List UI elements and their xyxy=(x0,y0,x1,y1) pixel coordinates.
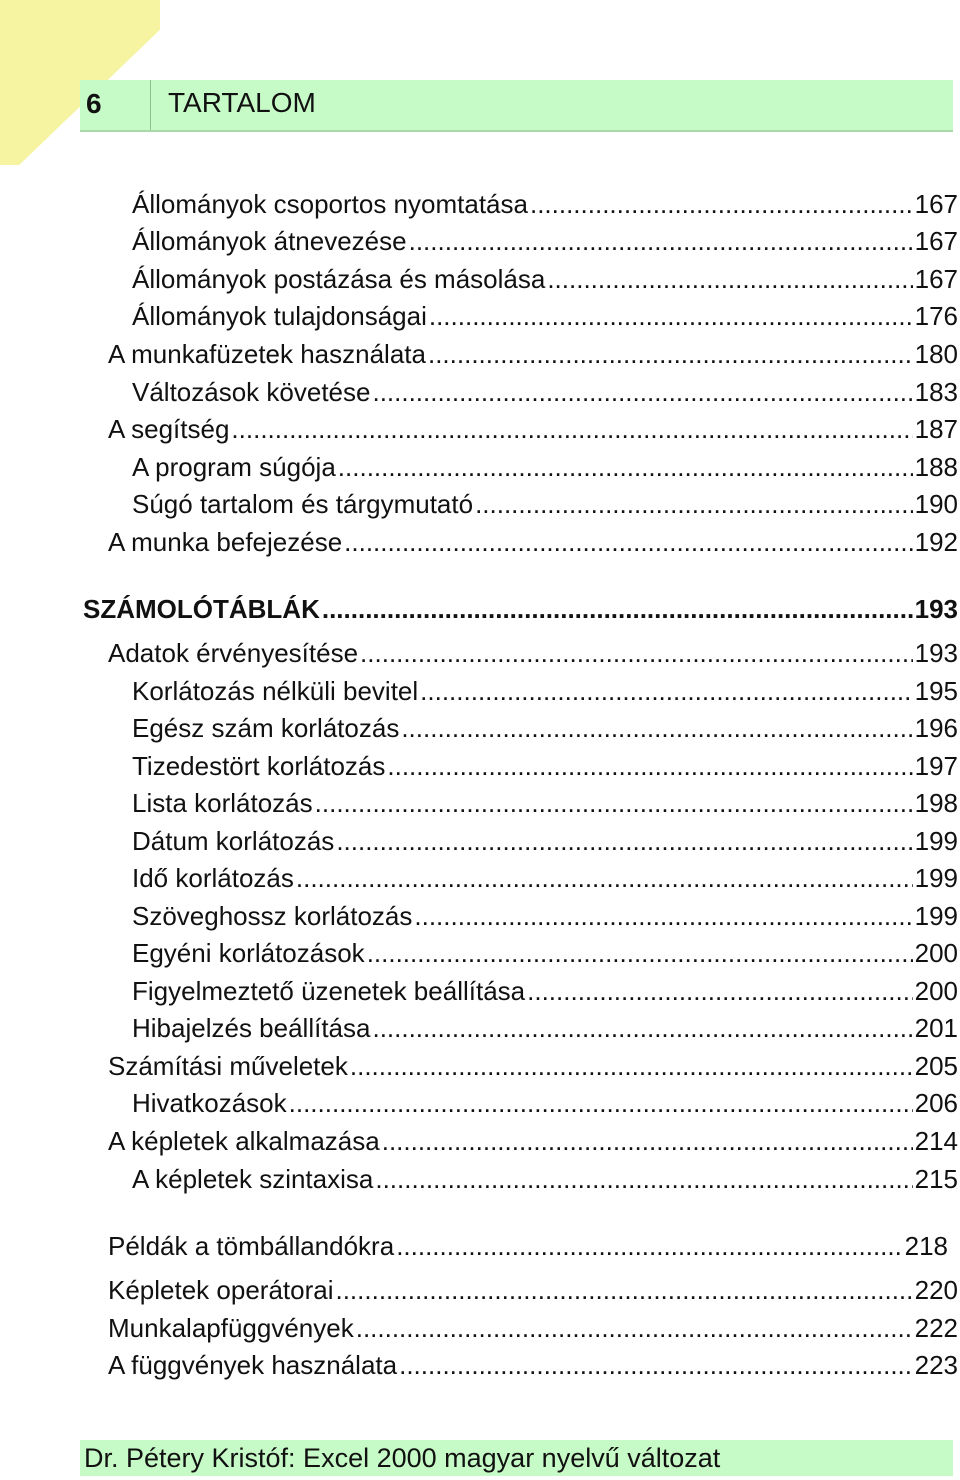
toc-entry-page: 222 xyxy=(914,1313,958,1343)
toc-leader-dots xyxy=(350,1048,913,1084)
toc-entry-title: Dátum korlátozás xyxy=(132,826,335,856)
toc-entry-title: Korlátozás nélküli bevitel xyxy=(132,676,419,706)
toc-entry[interactable] xyxy=(108,1048,958,1084)
toc-entry[interactable] xyxy=(132,710,958,746)
toc-entry-page: 198 xyxy=(914,788,958,818)
toc-entry-title: Lista korlátozás xyxy=(132,788,313,818)
toc-entry-title: Egész szám korlátozás xyxy=(132,713,400,743)
toc-entry-page: 195 xyxy=(914,676,958,706)
toc-leader-dots xyxy=(401,710,912,746)
toc-entry-page: 193 xyxy=(914,594,958,624)
toc-leader-dots xyxy=(336,823,912,859)
toc-entry-title: Egyéni korlátozások xyxy=(132,938,365,968)
toc-leader-dots xyxy=(414,898,912,934)
toc-entry-title: Példák a tömbállandókra xyxy=(108,1231,395,1261)
toc-leader-dots xyxy=(315,785,913,821)
toc-leader-dots xyxy=(356,1310,913,1346)
toc-entry-title: Állományok tulajdonságai xyxy=(132,301,427,331)
toc-entry-title: Állományok átnevezése xyxy=(132,226,407,256)
toc-entry[interactable] xyxy=(108,524,958,560)
toc-leader-dots xyxy=(530,186,913,222)
header-divider xyxy=(150,80,151,130)
toc-entry[interactable] xyxy=(132,748,958,784)
toc-leader-dots xyxy=(375,1161,912,1197)
toc-entry-title: Változások követése xyxy=(132,377,371,407)
toc-leader-dots xyxy=(527,973,912,1009)
toc-leader-dots xyxy=(547,261,912,297)
toc-entry-page: 199 xyxy=(914,826,958,856)
toc-entry[interactable] xyxy=(132,1161,958,1197)
toc-entry-title: Idő korlátozás xyxy=(132,863,294,893)
footer-text: Dr. Pétery Kristóf: Excel 2000 magyar nyelvű változat xyxy=(84,1443,721,1473)
toc-entry-page: 200 xyxy=(914,976,958,1006)
toc-entry-title: A képletek alkalmazása xyxy=(108,1126,380,1156)
toc-entry[interactable] xyxy=(108,1228,948,1264)
toc-entry-title: Tizedestört korlátozás xyxy=(132,751,386,781)
toc-entry-page: 201 xyxy=(914,1013,958,1043)
page-header xyxy=(80,80,953,132)
toc-entry-title: A program súgója xyxy=(132,452,336,482)
toc-leader-dots xyxy=(372,1010,912,1046)
toc-entry-page: 190 xyxy=(914,489,958,519)
toc-entry-page: 167 xyxy=(914,226,958,256)
toc-entry-page: 218 xyxy=(904,1231,948,1261)
toc-entry-title: Hivatkozások xyxy=(132,1088,287,1118)
toc-leader-dots xyxy=(420,673,912,709)
toc-entry[interactable] xyxy=(132,935,958,971)
toc-entry[interactable] xyxy=(132,298,958,334)
toc-entry-page: 196 xyxy=(914,713,958,743)
toc-entry-page: 205 xyxy=(914,1051,958,1081)
toc-entry-page: 206 xyxy=(914,1088,958,1118)
toc-entry[interactable] xyxy=(83,591,958,627)
toc-entry-page: 193 xyxy=(914,638,958,668)
toc-entry-title: A segítség xyxy=(108,414,230,444)
toc-leader-dots xyxy=(338,449,913,485)
toc-entry-page: 192 xyxy=(914,527,958,557)
toc-entry-title: Hibajelzés beállítása xyxy=(132,1013,371,1043)
toc-leader-dots xyxy=(429,298,913,334)
page-footer xyxy=(80,1440,953,1476)
toc-entry[interactable] xyxy=(108,411,958,447)
toc-entry-title: Adatok érvényesítése xyxy=(108,638,359,668)
toc-entry-title: Állományok csoportos nyomtatása xyxy=(132,189,528,219)
toc-entry[interactable] xyxy=(132,449,958,485)
toc-entry[interactable] xyxy=(108,1272,958,1308)
toc-entry[interactable] xyxy=(108,336,958,372)
toc-entry[interactable] xyxy=(132,374,958,410)
toc-entry-title: A képletek szintaxisa xyxy=(132,1164,374,1194)
toc-entry-title: Munkalapfüggvények xyxy=(108,1313,354,1343)
toc-entry-title: A munka befejezése xyxy=(108,527,343,557)
toc-entry-title: Szöveghossz korlátozás xyxy=(132,901,413,931)
toc-entry-title: Képletek operátorai xyxy=(108,1275,334,1305)
toc-entry-title: SZÁMOLÓTÁBLÁK xyxy=(83,594,320,624)
toc-leader-dots xyxy=(409,223,913,259)
toc-entry-page: 167 xyxy=(914,264,958,294)
toc-leader-dots xyxy=(231,411,912,447)
toc-entry-title: A függvények használata xyxy=(108,1350,398,1380)
toc-entry[interactable] xyxy=(108,1347,958,1383)
toc-leader-dots xyxy=(382,1123,913,1159)
toc-entry-page: 176 xyxy=(914,301,958,331)
toc-entry-page: 167 xyxy=(914,189,958,219)
toc-entry[interactable] xyxy=(108,1123,958,1159)
toc-leader-dots xyxy=(428,336,913,372)
toc-entry[interactable] xyxy=(108,635,958,671)
toc-entry[interactable] xyxy=(132,973,958,1009)
toc-entry[interactable] xyxy=(132,1085,958,1121)
toc-leader-dots xyxy=(360,635,913,671)
toc-leader-dots xyxy=(296,860,913,896)
toc-entry-page: 199 xyxy=(914,863,958,893)
toc-leader-dots xyxy=(344,524,912,560)
toc-entry-page: 180 xyxy=(914,339,958,369)
toc-entry-page: 220 xyxy=(914,1275,958,1305)
toc-entry-page: 214 xyxy=(914,1126,958,1156)
toc-entry-page: 199 xyxy=(914,901,958,931)
toc-entry[interactable] xyxy=(132,673,958,709)
toc-entry-page: 188 xyxy=(914,452,958,482)
toc-entry[interactable] xyxy=(132,898,958,934)
toc-entry-title: A munkafüzetek használata xyxy=(108,339,426,369)
page-title: TARTALOM xyxy=(168,87,316,118)
toc-entry[interactable] xyxy=(132,785,958,821)
toc-entry-title: Számítási műveletek xyxy=(108,1051,348,1081)
toc-leader-dots xyxy=(372,374,912,410)
toc-entry-page: 187 xyxy=(914,414,958,444)
toc-entry-page: 197 xyxy=(914,751,958,781)
toc-entry[interactable] xyxy=(132,486,958,522)
toc-entry[interactable] xyxy=(132,823,958,859)
toc-entry-page: 183 xyxy=(914,377,958,407)
toc-leader-dots xyxy=(396,1228,902,1264)
toc-entry-title: Állományok postázása és másolása xyxy=(132,264,546,294)
toc-leader-dots xyxy=(335,1272,912,1308)
toc-leader-dots xyxy=(289,1085,913,1121)
toc-entry-title: Figyelmeztető üzenetek beállítása xyxy=(132,976,526,1006)
toc-leader-dots xyxy=(387,748,912,784)
toc-leader-dots xyxy=(475,486,913,522)
toc-entry[interactable] xyxy=(108,1310,958,1346)
page-number: 6 xyxy=(86,88,102,119)
toc-entry-title: Súgó tartalom és tárgymutató xyxy=(132,489,474,519)
toc-entry[interactable] xyxy=(132,1010,958,1046)
toc-entry[interactable] xyxy=(132,186,958,222)
toc-entry-page: 200 xyxy=(914,938,958,968)
toc-leader-dots xyxy=(367,935,913,971)
toc-leader-dots xyxy=(322,591,913,627)
toc-entry-page: 223 xyxy=(914,1350,958,1380)
toc-entry[interactable] xyxy=(132,261,958,297)
toc-leader-dots xyxy=(399,1347,913,1383)
toc-entry-page: 215 xyxy=(914,1164,958,1194)
toc-entry[interactable] xyxy=(132,860,958,896)
toc-entry[interactable] xyxy=(132,223,958,259)
